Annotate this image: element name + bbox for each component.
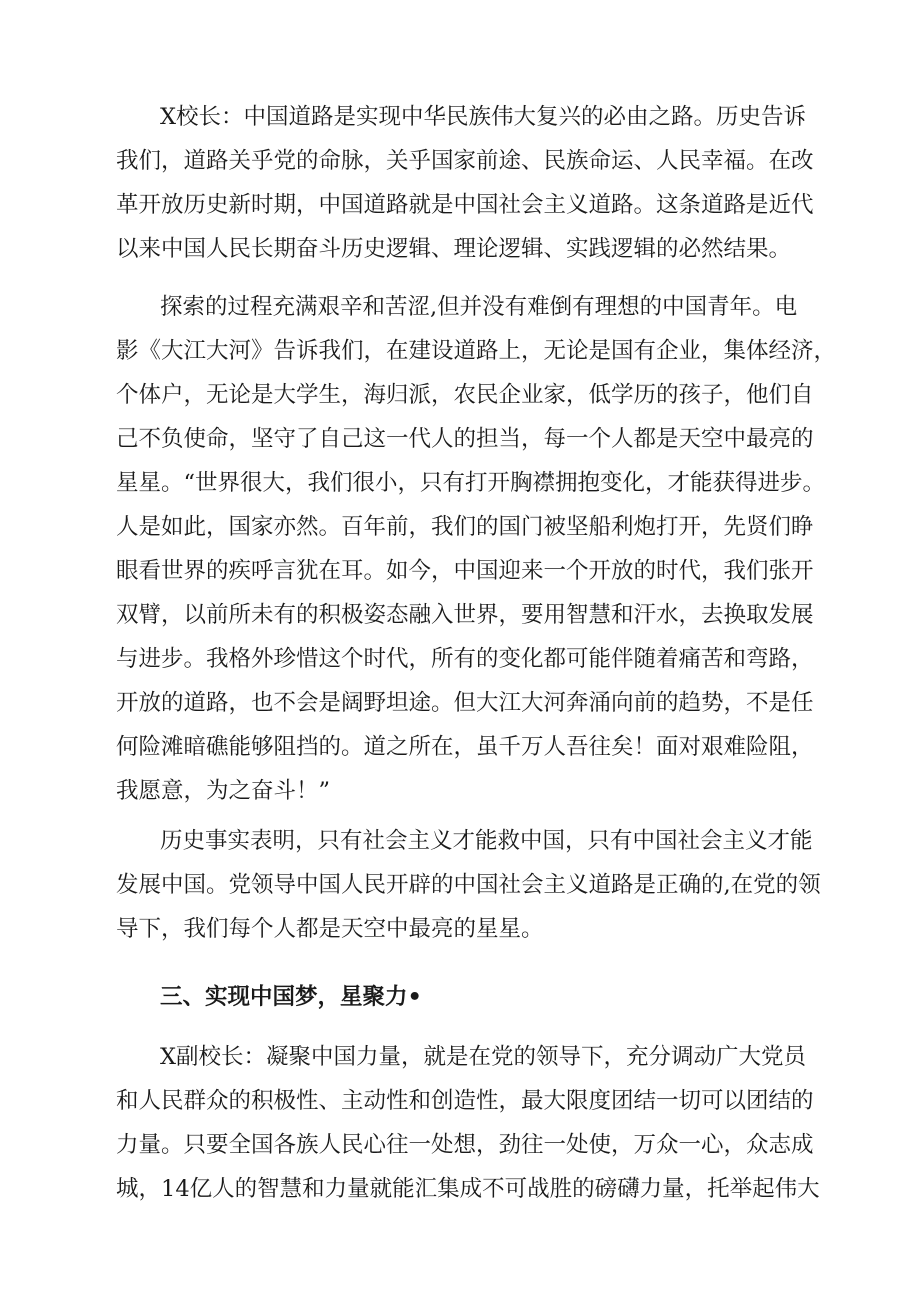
paragraph-2-line-4: 己不负使命，坚守了自己这一代人的担当，每一个人都是天空中最亮的 <box>116 426 814 452</box>
paragraph-2-line-7: 眼看世界的疾呼言犹在耳。如今，中国迎来一个开放的时代，我们张开 <box>116 558 814 584</box>
paragraph-4-line-1: X副校长：凝聚中国力量，就是在党的领导下，充分调动广大党员 <box>160 1044 807 1070</box>
paragraph-2-line-12: 我愿意，为之奋斗！” <box>116 778 331 804</box>
paragraph-2-line-6: 人是如此，国家亦然。百年前，我们的国门被坚船利炮打开，先贤们睁 <box>116 514 814 540</box>
paragraph-2-line-11: 何险滩暗礁能够阻挡的。道之所在，虽千万人吾往矣！面对艰难险阻， <box>116 734 814 760</box>
paragraph-3-line-1: 历史事实表明，只有社会主义才能救中国，只有中国社会主义才能 <box>160 828 813 854</box>
paragraph-2-line-8: 双臂，以前所未有的积极姿态融入世界，要用智慧和汗水，去换取发展 <box>116 602 814 628</box>
paragraph-4-line-4: 城，14亿人的智慧和力量就能汇集成不可战胜的磅礴力量，托举起伟大 <box>116 1176 820 1202</box>
paragraph-1-line-4: 以来中国人民长期奋斗历史逻辑、理论逻辑、实践逻辑的必然结果。 <box>116 236 792 262</box>
paragraph-4-line-2: 和人民群众的积极性、主动性和创造性，最大限度团结一切可以团结的 <box>116 1088 814 1114</box>
paragraph-1-line-3: 革开放历史新时期，中国道路就是中国社会主义道路。这条道路是近代 <box>116 192 814 218</box>
paragraph-3-line-2: 发展中国。党领导中国人民开辟的中国社会主义道路是正确的,在党的领 <box>116 872 821 898</box>
paragraph-3-line-3: 导下，我们每个人都是天空中最亮的星星。 <box>116 916 544 942</box>
paragraph-2-line-10: 开放的道路，也不会是阔野坦途。但大江大河奔涌向前的趋势，不是任 <box>116 690 814 716</box>
paragraph-2-line-3: 个体户，无论是大学生，海归派，农民企业家，低学历的孩子，他们自 <box>116 382 814 408</box>
paragraph-2-line-2: 影《大江大河》告诉我们，在建设道路上，无论是国有企业，集体经济， <box>116 338 837 364</box>
paragraph-2-line-9: 与进步。我格外珍惜这个时代，所有的变化都可能伴随着痛苦和弯路， <box>116 646 814 672</box>
paragraph-1-line-2: 我们，道路关乎党的命脉，关乎国家前途、民族命运、人民幸福。在改 <box>116 148 814 174</box>
paragraph-2-line-5: 星星。“世界很大，我们很小，只有打开胸襟拥抱变化，才能获得进步。 <box>116 470 826 496</box>
paragraph-2-line-1: 探索的过程充满艰辛和苦涩,但并没有难倒有理想的中国青年。电 <box>160 294 798 320</box>
section-heading: 三、实现中国梦，星聚力• <box>160 984 422 1010</box>
paragraph-4-line-3: 力量。只要全国各族人民心往一处想，劲往一处使，万众一心，众志成 <box>116 1132 814 1158</box>
paragraph-1-line-1: X校长：中国道路是实现中华民族伟大复兴的必由之路。历史告诉 <box>160 104 807 130</box>
